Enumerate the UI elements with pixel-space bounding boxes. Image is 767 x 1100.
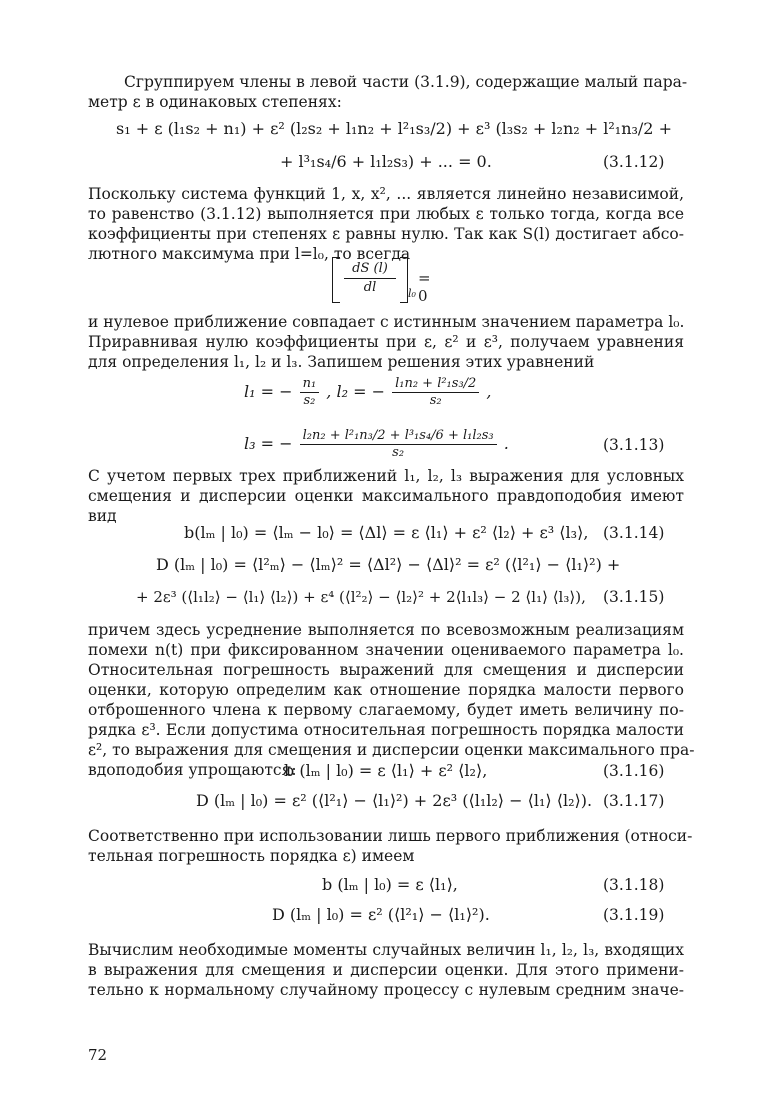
equation-3-1-13-line-1 <box>244 376 492 409</box>
text-line: в выражения для смещения и дисперсии оценки. Для этого примени- <box>88 961 684 979</box>
paragraph-first-approx <box>88 826 693 866</box>
fraction-numerator: l₂n₂ + l²₁n₃/2 + l³₁s₄/6 + l₁l₂s₃ <box>300 428 497 445</box>
text-line: Соответственно при использовании лишь первого приближения (относи- <box>88 827 693 845</box>
derivative-fraction <box>344 260 396 297</box>
equation-number: (3.1.18) <box>603 876 665 894</box>
paragraph-intro <box>88 72 688 112</box>
bracket-subscript: l₀ <box>408 287 416 300</box>
text-line: вдоподобия упрощаются: <box>88 761 297 779</box>
equation-3-1-13-line-2 <box>244 428 509 461</box>
text-line: ε², то выражения для смещения и дисперсии оценки максимального пра- <box>88 741 695 759</box>
equation-3-1-15-line-1: D (lₘ | l₀) = ⟨l²ₘ⟩ − ⟨lₘ⟩² = ⟨Δl²⟩ − ⟨Δl⟩² = ε² (⟨l²₁⟩ − ⟨l₁⟩²) + <box>156 555 621 574</box>
l1-lhs: l₁ = − <box>244 382 293 401</box>
fraction-denominator: s₂ <box>429 393 442 408</box>
text-line: Вычислим необходимые моменты случайных величин l₁, l₂, l₃, входящих <box>88 941 684 959</box>
text-line: лютного максимума при l=l₀, то всегда <box>88 245 411 263</box>
left-bracket <box>332 257 340 303</box>
l3-fraction <box>300 428 497 461</box>
equation-number: (3.1.17) <box>603 792 665 810</box>
text-line: причем здесь усреднение выполняется по всевозможным реализациям <box>88 621 684 639</box>
equation-number: (3.1.19) <box>603 906 665 924</box>
text-line: отброшенного члена к первому слагаемому, будет иметь величину по- <box>88 701 684 719</box>
paragraph-averaging <box>88 620 695 780</box>
equation-3-1-12-line-1: s₁ + ε (l₁s₂ + n₁) + ε² (l₂s₂ + l₁n₂ + l²₁s₃/2) + ε³ (l₃s₂ + l₂n₂ + l²₁n₃/2 + <box>116 119 672 138</box>
text-line: Поскольку система функций 1, x, x², ... является линейно независимой, <box>88 185 684 203</box>
text-line: вид <box>88 507 117 525</box>
equation-3-1-14: b(lₘ | l₀) = ⟨lₘ − l₀⟩ = ⟨Δl⟩ = ε ⟨l₁⟩ + ε² ⟨l₂⟩ + ε³ ⟨l₃⟩, <box>184 523 589 542</box>
paragraph-moments <box>88 940 684 1000</box>
fraction-denominator: s₂ <box>392 445 405 460</box>
paragraph-first-three <box>88 466 684 526</box>
derivative-condition <box>332 257 438 305</box>
punctuation: . <box>503 434 509 453</box>
text-line: то равенство (3.1.12) выполняется при любых ε только тогда, когда все <box>88 205 684 223</box>
equation-number: (3.1.16) <box>603 762 665 780</box>
page-number: 72 <box>88 1046 108 1064</box>
text-line: Приравнивая нулю коэффициенты при ε, ε² и ε³, получаем уравнения <box>88 333 684 351</box>
text-line: тельная погрешность порядка ε) имеем <box>88 847 415 865</box>
text-line: тельно к нормальному случайному процессу с нулевым средним значе- <box>88 981 684 999</box>
equation-3-1-19: D (lₘ | l₀) = ε² (⟨l²₁⟩ − ⟨l₁⟩²). <box>272 905 490 924</box>
fraction-denominator: s₂ <box>303 393 316 408</box>
right-bracket <box>400 257 408 303</box>
text-line: оценки, которую определим как отношение порядка малости первого <box>88 681 684 699</box>
l2-fraction <box>392 376 479 409</box>
equation-3-1-18: b (lₘ | l₀) = ε ⟨l₁⟩, <box>322 875 458 894</box>
equation-3-1-12-line-2: + l³₁s₄/6 + l₁l₂s₃) + ... = 0. <box>280 152 492 171</box>
text-line: Относительная погрешность выражений для смещения и дисперсии <box>88 661 684 679</box>
fraction-numerator: l₁n₂ + l²₁s₃/2 <box>392 376 479 393</box>
l1-fraction <box>300 376 320 409</box>
text-line: метр ε в одинаковых степенях: <box>88 93 342 111</box>
equation-number: (3.1.14) <box>603 524 665 542</box>
text-line: для определения l₁, l₂ и l₃. Запишем решения этих уравнений <box>88 353 595 371</box>
punctuation: , <box>486 382 492 401</box>
equation-3-1-15-line-2: + 2ε³ (⟨l₁l₂⟩ − ⟨l₁⟩ ⟨l₂⟩) + ε⁴ (⟨l²₂⟩ − ⟨l₂⟩² + 2⟨l₁l₃⟩ − 2 ⟨l₁⟩ ⟨l₃⟩), <box>136 588 586 606</box>
text-line: коэффициенты при степенях ε равны нулю. Так как S(l) достигает абсо- <box>88 225 684 243</box>
text-line: помехи n(t) при фиксированном значении оцениваемого параметра l₀. <box>88 641 684 659</box>
equation-3-1-16: b (lₘ | l₀) = ε ⟨l₁⟩ + ε² ⟨l₂⟩, <box>284 761 488 780</box>
paragraph-zero-approx <box>88 312 684 372</box>
l3-lhs: l₃ = − <box>244 434 293 453</box>
l2-lhs: , l₂ = − <box>326 382 385 401</box>
text-line: Сгруппируем члены в левой части (3.1.9), содержащие малый пара- <box>124 73 688 91</box>
fraction-numerator: dS (l) <box>344 260 396 279</box>
equation-number: (3.1.12) <box>603 153 665 171</box>
fraction-numerator: n₁ <box>300 376 320 393</box>
equation-3-1-17: D (lₘ | l₀) = ε² (⟨l²₁⟩ − ⟨l₁⟩²) + 2ε³ (⟨l₁l₂⟩ − ⟨l₁⟩ ⟨l₂⟩). <box>196 791 593 810</box>
paragraph-independence <box>88 184 684 264</box>
text-line: рядка ε³. Если допустима относительная погрешность порядка малости <box>88 721 684 739</box>
fraction-denominator: dl <box>363 280 377 295</box>
text-line: смещения и дисперсии оценки максимального правдоподобия имеют <box>88 487 684 505</box>
equals-zero: = 0 <box>418 269 431 305</box>
equation-number: (3.1.15) <box>603 588 665 606</box>
text-line: С учетом первых трех приближений l₁, l₂, l₃ выражения для условных <box>88 467 684 485</box>
equation-number: (3.1.13) <box>603 436 665 454</box>
text-line: и нулевое приближение совпадает с истинным значением параметра l₀. <box>88 313 685 331</box>
